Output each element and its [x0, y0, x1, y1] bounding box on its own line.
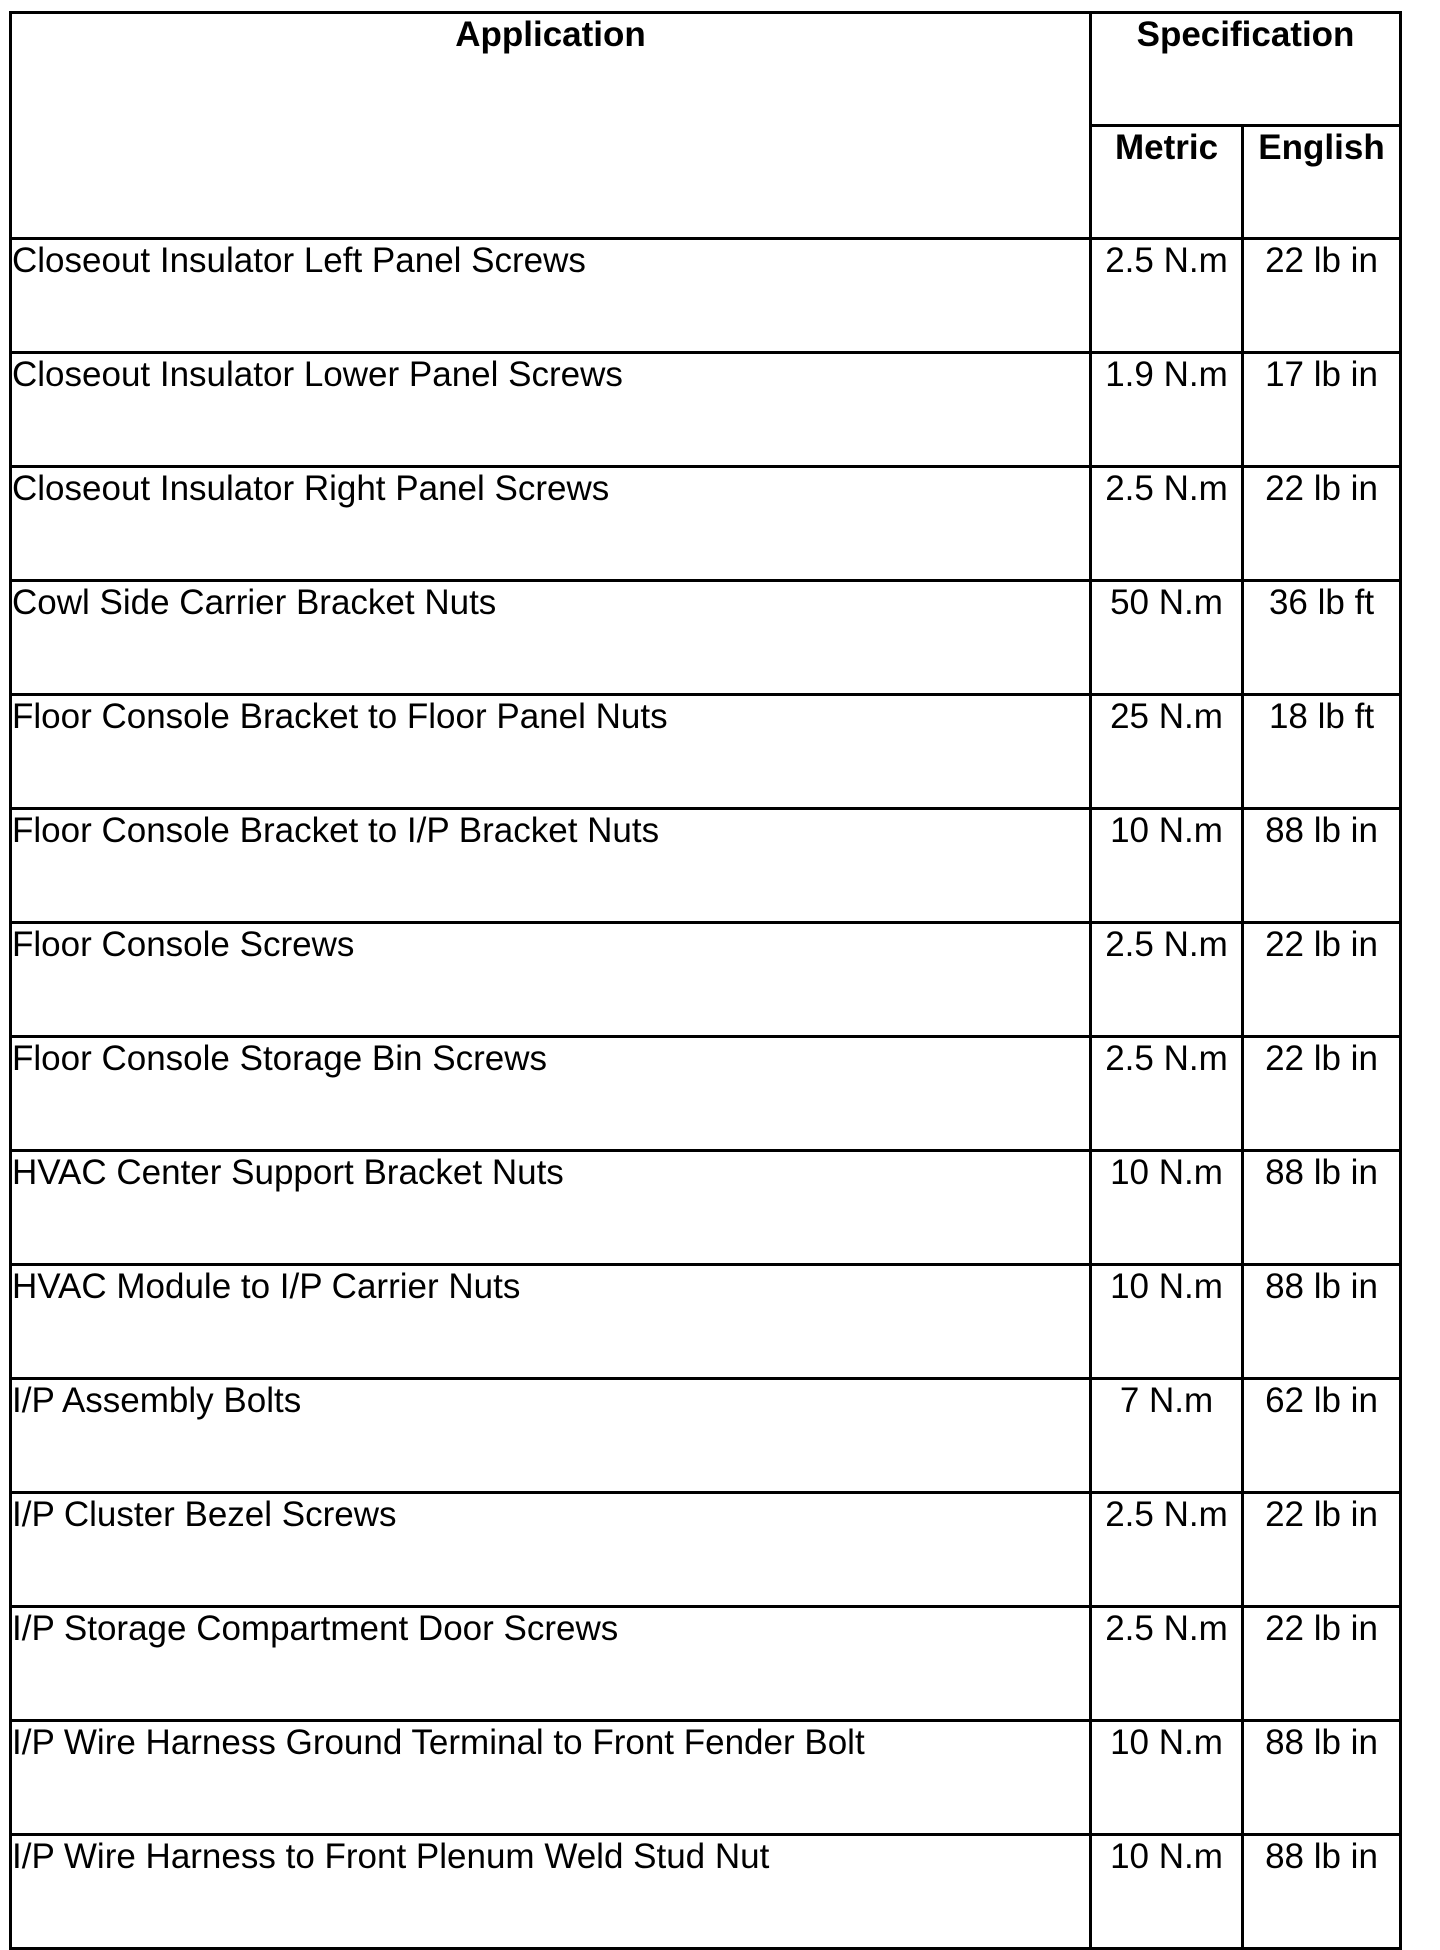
metric-header: Metric: [1091, 126, 1243, 239]
english-cell: 22 lb in: [1243, 1607, 1401, 1721]
english-header: English: [1243, 126, 1401, 239]
metric-cell: 7 N.m: [1091, 1379, 1243, 1493]
application-cell: Cowl Side Carrier Bracket Nuts: [11, 581, 1091, 695]
application-cell: HVAC Center Support Bracket Nuts: [11, 1151, 1091, 1265]
application-cell: Closeout Insulator Left Panel Screws: [11, 239, 1091, 353]
application-header: Application: [11, 13, 1091, 239]
english-cell: 36 lb ft: [1243, 581, 1401, 695]
metric-cell: 10 N.m: [1091, 1721, 1243, 1835]
table-row: [11, 923, 1401, 1037]
application-cell: Floor Console Storage Bin Screws: [11, 1037, 1091, 1151]
table-row: [11, 467, 1401, 581]
table-row: [11, 1607, 1401, 1721]
metric-cell: 10 N.m: [1091, 1835, 1243, 1949]
metric-cell: 10 N.m: [1091, 1151, 1243, 1265]
table-row: [11, 809, 1401, 923]
application-cell: I/P Wire Harness Ground Terminal to Front Fender Bolt: [11, 1721, 1091, 1835]
application-cell: Closeout Insulator Right Panel Screws: [11, 467, 1091, 581]
english-cell: 22 lb in: [1243, 923, 1401, 1037]
table-row: [11, 239, 1401, 353]
application-cell: I/P Wire Harness to Front Plenum Weld Stud Nut: [11, 1835, 1091, 1949]
english-cell: 88 lb in: [1243, 1265, 1401, 1379]
application-cell: Floor Console Screws: [11, 923, 1091, 1037]
english-cell: 22 lb in: [1243, 1493, 1401, 1607]
metric-cell: 10 N.m: [1091, 1265, 1243, 1379]
application-cell: I/P Cluster Bezel Screws: [11, 1493, 1091, 1607]
metric-cell: 2.5 N.m: [1091, 239, 1243, 353]
table-row: [11, 1151, 1401, 1265]
application-cell: I/P Assembly Bolts: [11, 1379, 1091, 1493]
application-cell: Floor Console Bracket to I/P Bracket Nuts: [11, 809, 1091, 923]
metric-cell: 25 N.m: [1091, 695, 1243, 809]
english-cell: 18 lb ft: [1243, 695, 1401, 809]
specification-header: Specification: [1091, 13, 1401, 126]
table-row: [11, 1493, 1401, 1607]
table-row: [11, 695, 1401, 809]
metric-cell: 2.5 N.m: [1091, 467, 1243, 581]
torque-spec-table: [9, 11, 1402, 1950]
table-row: [11, 581, 1401, 695]
table-row: [11, 1037, 1401, 1151]
english-cell: 88 lb in: [1243, 1151, 1401, 1265]
application-cell: Closeout Insulator Lower Panel Screws: [11, 353, 1091, 467]
english-cell: 62 lb in: [1243, 1379, 1401, 1493]
english-cell: 88 lb in: [1243, 1835, 1401, 1949]
application-cell: I/P Storage Compartment Door Screws: [11, 1607, 1091, 1721]
application-cell: Floor Console Bracket to Floor Panel Nuts: [11, 695, 1091, 809]
metric-cell: 2.5 N.m: [1091, 1037, 1243, 1151]
english-cell: 22 lb in: [1243, 1037, 1401, 1151]
metric-cell: 10 N.m: [1091, 809, 1243, 923]
metric-cell: 1.9 N.m: [1091, 353, 1243, 467]
table-body: [11, 239, 1401, 1949]
english-cell: 17 lb in: [1243, 353, 1401, 467]
metric-cell: 50 N.m: [1091, 581, 1243, 695]
application-cell: HVAC Module to I/P Carrier Nuts: [11, 1265, 1091, 1379]
table-row: [11, 353, 1401, 467]
metric-cell: 2.5 N.m: [1091, 1493, 1243, 1607]
english-cell: 88 lb in: [1243, 809, 1401, 923]
english-cell: 22 lb in: [1243, 239, 1401, 353]
metric-cell: 2.5 N.m: [1091, 1607, 1243, 1721]
english-cell: 88 lb in: [1243, 1721, 1401, 1835]
table-row: [11, 1721, 1401, 1835]
table-row: [11, 1265, 1401, 1379]
english-cell: 22 lb in: [1243, 467, 1401, 581]
table-row: [11, 1379, 1401, 1493]
metric-cell: 2.5 N.m: [1091, 923, 1243, 1037]
table-row: [11, 1835, 1401, 1949]
